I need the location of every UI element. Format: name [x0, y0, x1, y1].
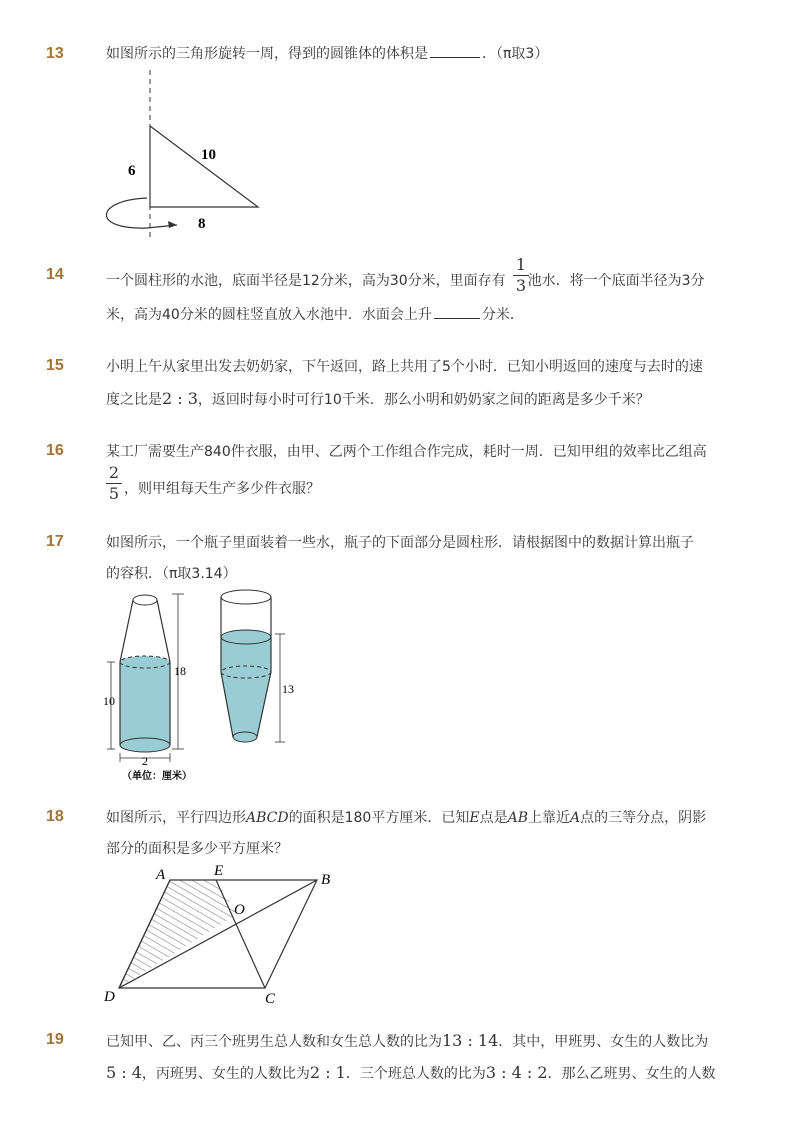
q17-line1: 如图所示，一个瓶子里面装着一些水，瓶子的下面部分是圆柱形．请根据图中的数据计算出瓶子 — [106, 535, 694, 551]
q19-line1: 已知甲、乙、丙三个班男生总人数和女生总人数的比为13 : 14．其中，甲班男、女生的人数比为 — [106, 1031, 709, 1050]
question-number-16: 16 — [46, 442, 64, 459]
q16-fraction: 2 5 — [106, 464, 122, 503]
q15-line1: 小明上午从家里出发去奶奶家，下午返回，路上共用了5个小时．已知小明返回的速度与去时的速 — [106, 359, 703, 375]
point-E: E — [214, 863, 224, 879]
q19-line2: 5 : 4，丙班男、女生的人数比为2 : 1．三个班总人数的比为3 : 4 : 2．那么乙班男、女生的人数 — [106, 1063, 716, 1082]
label-diameter-2: 2 — [142, 754, 148, 768]
label-side-8: 8 — [198, 216, 206, 232]
question-number-17: 17 — [46, 533, 64, 550]
q14-line2: 米，高为40分米的圆柱竖直放入水池中．水面会上升 分米． — [106, 307, 524, 323]
label-side-6: 6 — [128, 163, 136, 179]
label-height-18: 18 — [174, 664, 186, 678]
point-O: O — [234, 902, 245, 918]
label-height-13: 13 — [282, 682, 294, 696]
q15-line2: 度之比是2 : 3，返回时每小时可行10千米．那么小明和奶奶家之间的距离是多少千米？ — [106, 389, 650, 408]
question-number-18: 18 — [46, 808, 64, 825]
vertex-D: D — [104, 989, 115, 1005]
q18-line2: 部分的面积是多少平方厘米？ — [106, 841, 288, 857]
q17-bottle-figure — [100, 587, 300, 783]
q14-line1: 一个圆柱形的水池，底面半径是12分米，高为30分米，里面存有 池水．将一个底面半径为3分 — [106, 273, 705, 289]
q14-fraction: 1 3 — [513, 256, 529, 295]
unit-label: （单位：厘米） — [122, 771, 192, 782]
question-number-15: 15 — [46, 357, 64, 374]
q13-text: 如图所示的三角形旋转一周，得到的圆锥体的体积是 ．（π取3） — [106, 46, 549, 62]
q17-line2: 的容积．（π取3.14） — [106, 566, 237, 582]
question-number-19: 19 — [46, 1031, 64, 1048]
question-number-14: 14 — [46, 266, 64, 283]
label-side-10: 10 — [201, 147, 216, 163]
vertex-A: A — [156, 867, 166, 883]
q16-line2: ，则甲组每天生产多少件衣服？ — [124, 481, 320, 497]
vertex-C: C — [265, 991, 276, 1007]
label-height-10: 10 — [103, 694, 115, 708]
answer-blank — [434, 317, 480, 319]
q18-parallelogram-figure — [100, 862, 350, 1007]
answer-blank — [430, 56, 480, 58]
question-number-13: 13 — [46, 45, 64, 62]
vertex-B: B — [321, 872, 331, 888]
q18-line1: 如图所示，平行四边形ABCD的面积是180平方厘米．已知E点是AB上靠近A点的三等分点，阴影 — [106, 810, 707, 826]
q16-line1: 某工厂需要生产840件衣服，由甲、乙两个工作组合作完成，耗时一周．已知甲组的效率比乙组高 — [106, 444, 707, 460]
q13-triangle-figure — [95, 70, 275, 240]
